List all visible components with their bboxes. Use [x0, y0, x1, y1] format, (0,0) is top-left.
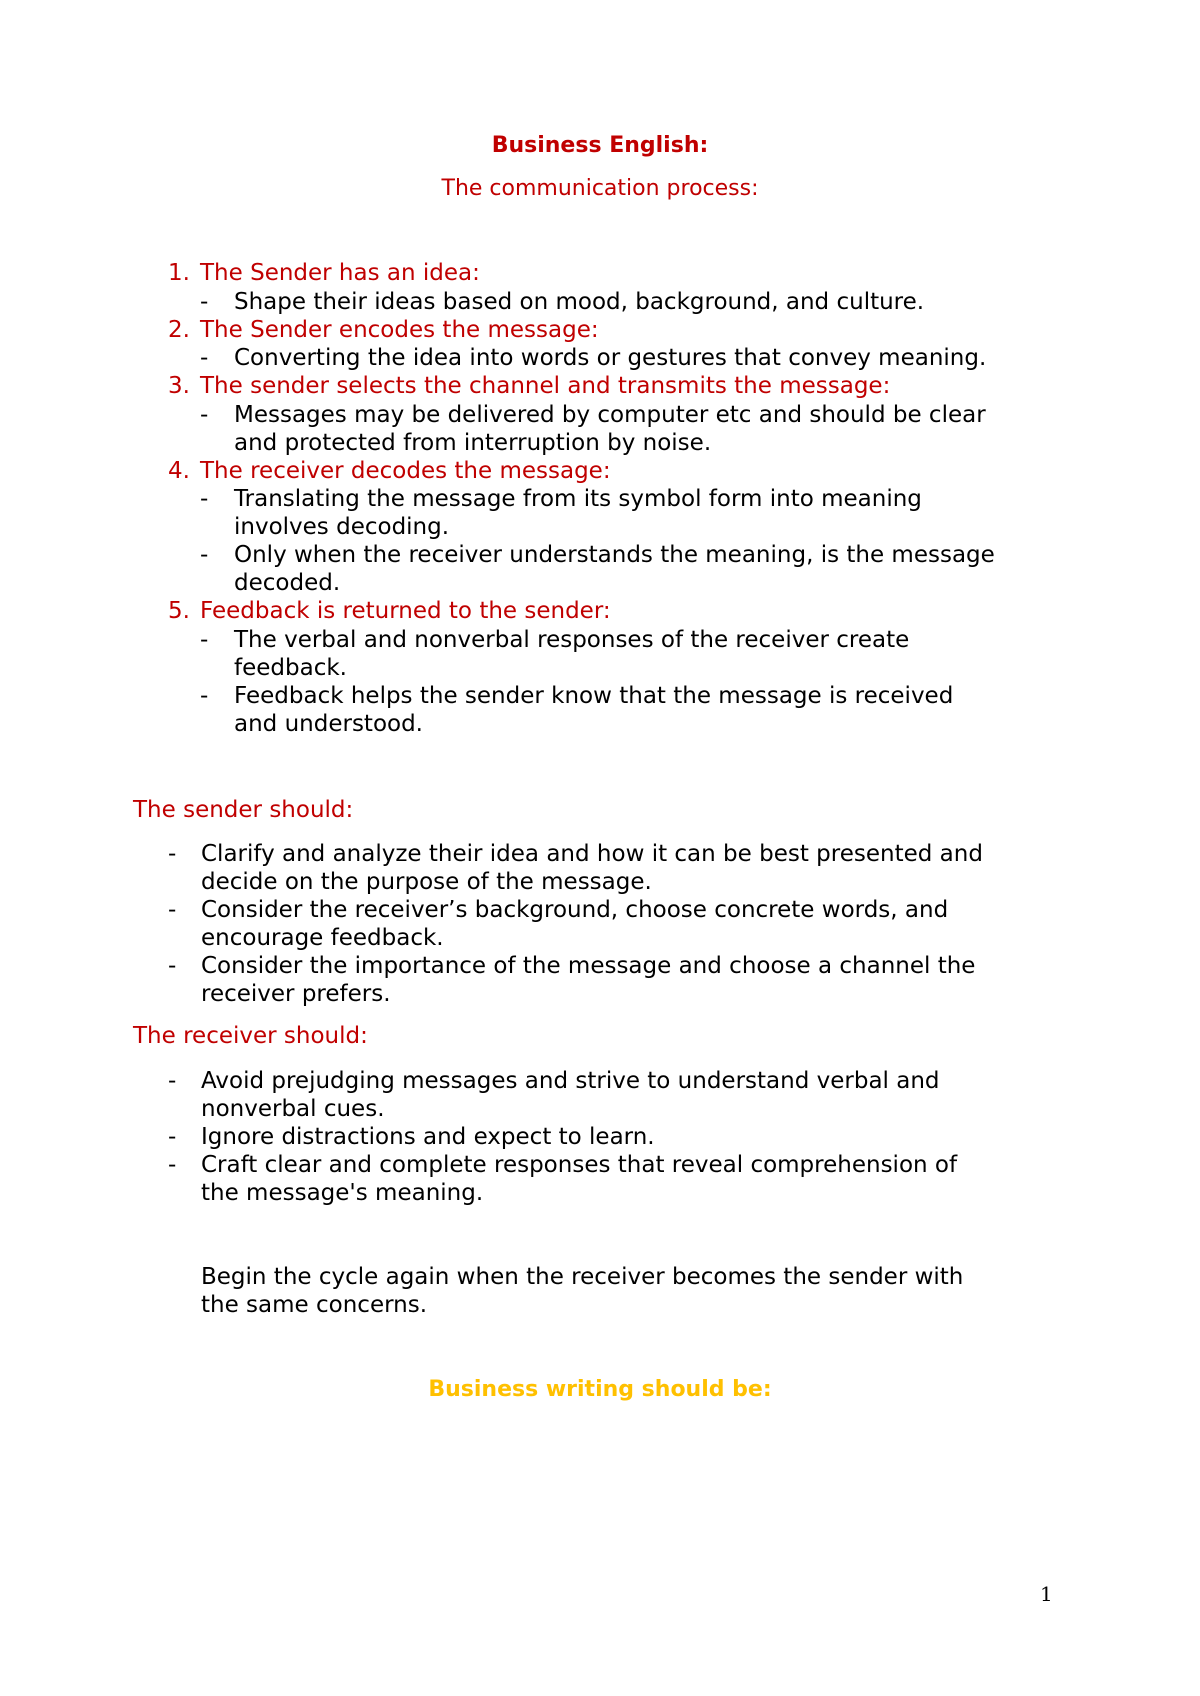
step-point-line: Feedback helps the sender know that the message is received: [234, 683, 954, 709]
step-number: 2.: [168, 317, 190, 343]
bullet-dash: -: [168, 1124, 177, 1150]
receiver-item-line: Craft clear and complete responses that reveal comprehension of: [201, 1152, 958, 1178]
receiver-item-line: Avoid prejudging messages and strive to understand verbal and: [201, 1068, 940, 1094]
step-point-line: Only when the receiver understands the meaning, is the message: [234, 542, 995, 568]
bullet-dash: -: [200, 402, 209, 428]
step-point-line: The verbal and nonverbal responses of the receiver create: [234, 627, 910, 653]
sender-section-heading: The sender should:: [133, 797, 354, 823]
step-number: 5.: [168, 598, 190, 624]
step-point-line: Converting the idea into words or gestures that convey meaning.: [234, 345, 987, 371]
document-title: Business English:: [491, 133, 709, 158]
sender-item-line: encourage feedback.: [201, 925, 444, 951]
receiver-item-line: the message's meaning.: [201, 1180, 484, 1206]
step-title: The Sender encodes the message:: [200, 317, 599, 343]
step-title: The receiver decodes the message:: [200, 458, 611, 484]
bullet-dash: -: [168, 953, 177, 979]
bullet-dash: -: [200, 627, 209, 653]
bullet-dash: -: [168, 1068, 177, 1094]
next-section-title: Business writing should be:: [428, 1377, 772, 1402]
step-point-line: Translating the message from its symbol form into meaning: [234, 486, 922, 512]
page-number: 1: [1040, 1582, 1053, 1606]
bullet-dash: -: [200, 289, 209, 315]
receiver-item-line: nonverbal cues.: [201, 1096, 385, 1122]
bullet-dash: -: [200, 683, 209, 709]
step-point-line: Shape their ideas based on mood, background, and culture.: [234, 289, 925, 315]
bullet-dash: -: [200, 486, 209, 512]
bullet-dash: -: [168, 897, 177, 923]
step-title: Feedback is returned to the sender:: [200, 598, 611, 624]
document-subtitle: The communication process:: [441, 176, 759, 201]
closing-line: Begin the cycle again when the receiver becomes the sender with: [201, 1264, 964, 1290]
sender-item-line: receiver prefers.: [201, 981, 391, 1007]
step-point-line: Messages may be delivered by computer etc and should be clear: [234, 402, 986, 428]
step-point-line: and understood.: [234, 711, 423, 737]
bullet-dash: -: [168, 841, 177, 867]
receiver-section-heading: The receiver should:: [133, 1023, 368, 1049]
step-title: The sender selects the channel and transmits the message:: [200, 373, 891, 399]
bullet-dash: -: [168, 1152, 177, 1178]
step-title: The Sender has an idea:: [200, 260, 480, 286]
step-point-line: and protected from interruption by noise.: [234, 430, 712, 456]
step-number: 1.: [168, 260, 190, 286]
closing-line: the same concerns.: [201, 1292, 428, 1318]
step-number: 4.: [168, 458, 190, 484]
sender-item-line: Consider the receiver’s background, choose concrete words, and: [201, 897, 949, 923]
sender-item-line: Consider the importance of the message and choose a channel the: [201, 953, 976, 979]
bullet-dash: -: [200, 542, 209, 568]
receiver-item-line: Ignore distractions and expect to learn.: [201, 1124, 655, 1150]
step-number: 3.: [168, 373, 190, 399]
sender-item-line: decide on the purpose of the message.: [201, 869, 652, 895]
step-point-line: decoded.: [234, 570, 341, 596]
sender-item-line: Clarify and analyze their idea and how it can be best presented and: [201, 841, 983, 867]
step-point-line: feedback.: [234, 655, 347, 681]
bullet-dash: -: [200, 345, 209, 371]
step-point-line: involves decoding.: [234, 514, 450, 540]
